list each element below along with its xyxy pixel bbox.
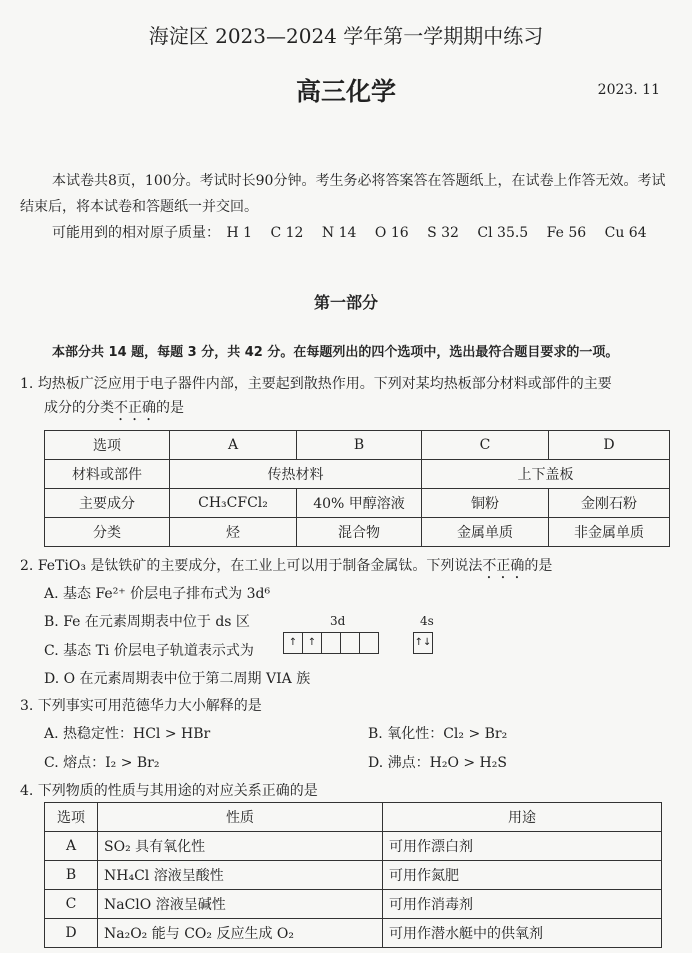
instructions-text: 本试卷共8页，100分。考试时长90分钟。考生务必将答案答在答题纸上，在试卷上作答无效。考试结束后，将本试卷和答题纸一并交回。: [20, 173, 666, 215]
emphasis-text: 不正确: [114, 400, 156, 416]
table-cell: 铜粉: [422, 489, 549, 518]
table-header: 用途: [383, 803, 662, 832]
question-4: [20, 779, 672, 803]
table-cell: D: [45, 919, 98, 948]
question-text: 的是: [524, 558, 553, 574]
q3-option-b: B. 氧化性：Cl₂ > Br₂: [368, 726, 508, 742]
orbital-diagram: [282, 614, 442, 658]
exam-instructions: [20, 168, 672, 220]
atomic-mass-item: H 1: [226, 225, 253, 241]
question-number: 3.: [20, 698, 34, 714]
orbital-box: ↑↓: [413, 632, 433, 654]
orbital-label-4s: 4s: [420, 614, 434, 628]
table-header: 选项: [45, 803, 98, 832]
table-header: 性质: [98, 803, 383, 832]
table-cell: 40% 甲醇溶液: [297, 489, 422, 518]
atomic-mass-item: Fe 56: [546, 225, 587, 241]
table-cell: NH₄Cl 溶液呈酸性: [98, 861, 383, 890]
orbital-box: [359, 632, 379, 654]
table-cell: 可用作消毒剂: [383, 890, 662, 919]
table-row: [45, 890, 662, 919]
q2-option-a: A. 基态 Fe²⁺ 价层电子排布式为 3d⁶: [44, 586, 271, 602]
table-cell: SO₂ 具有氧化性: [98, 832, 383, 861]
table-header: B: [297, 431, 422, 460]
subject-title: 高三化学: [295, 77, 396, 106]
table-cell: 可用作氮肥: [383, 861, 662, 890]
atomic-mass-label: 可能用到的相对原子质量：: [52, 225, 220, 241]
table-cell: 非金属单质: [549, 518, 670, 547]
q4-table: [44, 802, 662, 948]
question-2: [20, 554, 672, 582]
q3-option-c: C. 熔点：I₂ > Br₂: [44, 755, 160, 771]
q3-option-a: A. 热稳定性：HCl > HBr: [44, 726, 211, 742]
question-3: [20, 694, 672, 718]
table-cell: NaClO 溶液呈碱性: [98, 890, 383, 919]
question-text: 的是: [156, 400, 184, 416]
orbital-box: [340, 632, 360, 654]
table-header: D: [549, 431, 670, 460]
table-cell: C: [45, 890, 98, 919]
question-number: 1.: [20, 376, 34, 392]
table-header: A: [170, 431, 297, 460]
question-text: 成分的分类: [44, 400, 114, 416]
q2-option-b: B. Fe 在元素周期表中位于 ds 区: [44, 614, 250, 630]
table-cell: CH₃CFCl₂: [170, 489, 297, 518]
exam-date: 2023. 11: [597, 82, 660, 98]
table-cell: 主要成分: [45, 489, 170, 518]
orbital-box: [321, 632, 341, 654]
atomic-mass-item: N 14: [321, 225, 357, 241]
exam-title: 海淀区 2023—2024 学年第一学期期中练习: [148, 24, 544, 48]
table-cell: 材料或部件: [45, 460, 170, 489]
table-cell: 混合物: [297, 518, 422, 547]
table-row: [45, 832, 662, 861]
q2-option-d: D. O 在元素周期表中位于第二周期 VIA 族: [44, 671, 311, 687]
atomic-mass-item: O 16: [374, 225, 409, 241]
atomic-mass-item: C 12: [270, 225, 304, 241]
orbital-boxes-4s: [414, 632, 433, 654]
table-cell: A: [45, 832, 98, 861]
table-cell: 金刚石粉: [549, 489, 670, 518]
q1-table: [44, 430, 670, 547]
atomic-mass-list: [52, 222, 661, 242]
question-text: 均热板广泛应用于电子器件内部，主要起到散热作用。下列对某均热板部分材料或部件的主要: [37, 376, 612, 392]
orbital-boxes-3d: [284, 632, 379, 654]
orbital-box: ↑: [302, 632, 322, 654]
table-cell: 可用作漂白剂: [383, 832, 662, 861]
part-title: 第一部分: [313, 293, 378, 312]
table-cell: 传热材料: [170, 460, 422, 489]
table-cell: 烃: [170, 518, 297, 547]
q2-option-c: C. 基态 Ti 价层电子轨道表示式为: [44, 643, 254, 659]
table-cell: 上下盖板: [422, 460, 670, 489]
table-cell: B: [45, 861, 98, 890]
emphasis-text: 不正确: [482, 558, 525, 574]
table-cell: 分类: [45, 518, 170, 547]
table-header: C: [422, 431, 549, 460]
atomic-mass-item: Cu 64: [604, 225, 647, 241]
orbital-box: ↑: [283, 632, 303, 654]
table-row: [45, 861, 662, 890]
q3-option-d: D. 沸点：H₂O > H₂S: [368, 755, 507, 771]
table-cell: 可用作潜水艇中的供氧剂: [383, 919, 662, 948]
table-cell: Na₂O₂ 能与 CO₂ 反应生成 O₂: [98, 919, 383, 948]
question-number: 2.: [20, 558, 34, 574]
atomic-mass-item: Cl 35.5: [477, 225, 529, 241]
atomic-mass-item: S 32: [427, 225, 459, 241]
table-row: [45, 919, 662, 948]
question-text: 下列物质的性质与其用途的对应关系正确的是: [37, 783, 318, 799]
part-description: 本部分共 14 题，每题 3 分，共 42 分。在每题列出的四个选项中，选出最符合题目要求的一项。: [52, 345, 619, 360]
question-1: [20, 372, 672, 424]
question-text: FeTiO₃ 是钛铁矿的主要成分，在工业上可以用于制备金属钛。下列说法: [37, 558, 483, 574]
table-header: 选项: [45, 431, 170, 460]
question-number: 4.: [20, 783, 34, 799]
table-cell: 金属单质: [422, 518, 549, 547]
orbital-label-3d: 3d: [330, 614, 346, 628]
question-text: 下列事实可用范德华力大小解释的是: [37, 698, 262, 714]
